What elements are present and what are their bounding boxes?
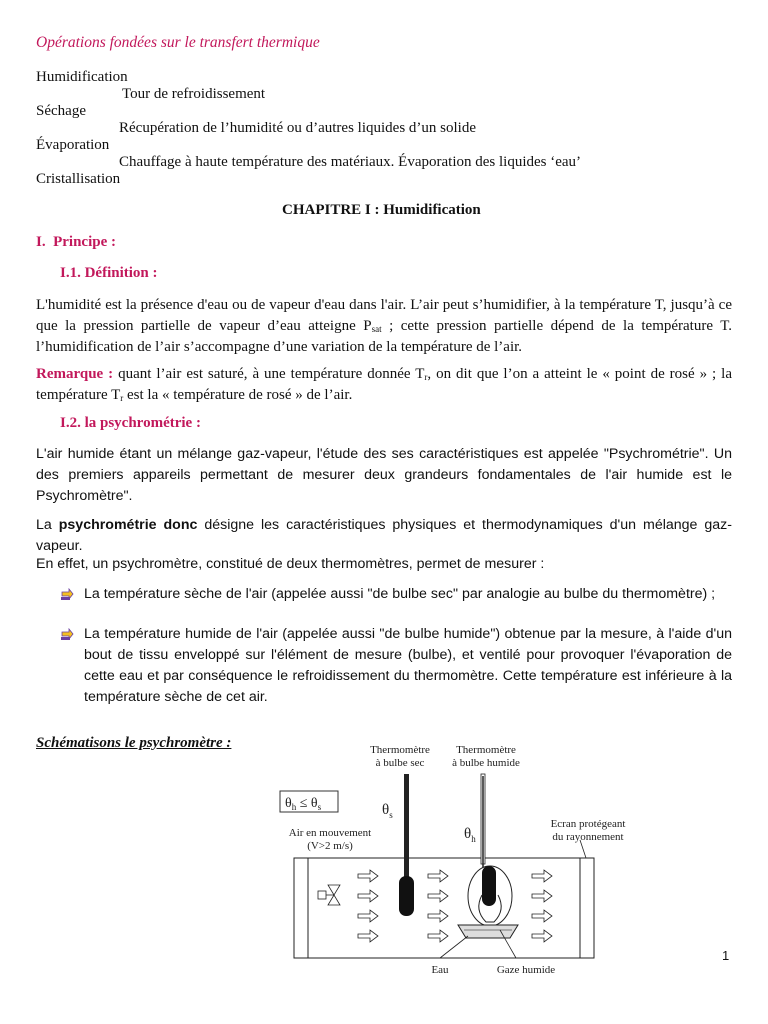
thermo-hum-label-2: à bulbe humide (452, 757, 520, 769)
subsection-heading-definition: I.1. Définition : (60, 265, 158, 281)
page-header-title: Opérations fondées sur le transfert thermique (36, 34, 320, 51)
op-label-humidification: Humidification (36, 69, 128, 85)
water-trough (458, 925, 518, 938)
theta-h-label: $\theta_h$ (464, 826, 476, 844)
psychrometer-diagram (268, 740, 628, 980)
inequality-text: $\theta_h \le \theta_s$ (285, 796, 322, 812)
op-detail-evaporation: Chauffage à haute température des matériaux. Évaporation des liquides ‘eau’ (119, 154, 582, 170)
air-label-1: Air en mouvement (288, 827, 372, 839)
air-label-2: (V>2 m/s) (307, 840, 353, 852)
dry-bulb-thermometer (399, 774, 414, 916)
op-label-evaporation: Évaporation (36, 137, 110, 153)
tr-subscript: r (424, 372, 428, 382)
para2-prefix: La (36, 517, 59, 533)
section-title: Principe : (53, 234, 116, 250)
definition-paragraph (36, 295, 732, 358)
chapter-title: CHAPITRE I : Humidification (282, 202, 481, 218)
bullet-item-dry-temperature: La température sèche de l'air (appelée aussi "de bulbe sec" par analogie au bulbe du thermomètre) ; (84, 586, 716, 602)
section-heading-principe (36, 233, 116, 251)
eau-label: Eau (431, 964, 449, 976)
tr-subscript-2: r (120, 393, 124, 403)
psat-subscript: sat (371, 324, 382, 334)
page-number: 1 (722, 948, 730, 963)
psychrometrie-paragraph-1: L'air humide étant un mélange gaz-vapeur, l'étude des ses caractéristiques est appelée "Psychrométrie". Un des premiers appareils permettant de mesurer deux grandeurs fondamentales de l'air humide est le Psychromètre". (36, 446, 732, 504)
thermo-sec-label-2: à bulbe sec (375, 757, 425, 769)
psychrometrie-paragraph-3: En effet, un psychromètre, constitué de deux thermomètres, permet de mesurer : (36, 556, 545, 572)
ecran-label-2: du rayonnement (552, 831, 624, 843)
theta-s-label: $\theta_s$ (382, 802, 393, 820)
bullet-item-wet-temperature: La température humide de l'air (appelée aussi "de bulbe humide") obtenue par la mesure, à l'aide d'un bout de tissu enveloppé sur l'élément de mesure (bulbe), et ventilé pour provoquer l'évaporation de cette eau et par conséquence le refroidissement du thermomètre. Cette température est inférieure à la température sèche de cet air. (84, 626, 732, 705)
gaze-label: Gaze humide (496, 964, 556, 976)
op-detail-sechage: Récupération de l’humidité ou d’autres liquides d’un solide (119, 120, 476, 136)
section-number: I. (36, 234, 46, 250)
subsection-heading-psychrometrie: I.2. la psychrométrie : (60, 415, 201, 431)
remarque-paragraph (36, 364, 732, 406)
thermo-hum-label-1: Thermomètre (456, 744, 516, 756)
para2-rest: désigne les caractéristiques physiques et thermodynamiques d'un mélange gaz-vapeur. (36, 517, 732, 554)
op-label-cristallisation: Cristallisation (36, 171, 121, 187)
schema-title: Schématisons le psychromètre : (36, 735, 232, 751)
wet-bulb-thermometer (468, 774, 512, 926)
para2-bold: psychrométrie donc (58, 517, 198, 533)
remarque-text-end: est la « température de rosé » de l’air. (123, 387, 353, 403)
remarque-text: quant l’air est saturé, à une température donnée T (113, 366, 425, 382)
bullet-arrow-icon (60, 628, 74, 642)
definition-text: L'humidité est la présence d'eau ou de vapeur d'eau dans l'air. L’air peut s’humidifier, à la température T, jusqu’à ce que la pression partielle de vapeur d’eau atteigne P (36, 297, 732, 334)
psychrometrie-paragraph-2 (36, 515, 732, 557)
remarque-label: Remarque : (36, 366, 114, 382)
bullet-arrow-icon (60, 588, 74, 602)
op-label-sechage: Séchage (36, 103, 86, 119)
definition-text-cont: ; cette pression partielle dépend de la température T. l’humidification de l’air s’accompagne d’une variation de la température de l’air. (36, 318, 733, 355)
remarque-text-cont: , on dit que l’on a atteint le « point de rosé » ; la température T (36, 366, 733, 403)
ecran-label-1: Ecran protégeant (550, 818, 626, 830)
thermo-sec-label-1: Thermomètre (370, 744, 430, 756)
op-detail-humidification: Tour de refroidissement (122, 86, 266, 102)
